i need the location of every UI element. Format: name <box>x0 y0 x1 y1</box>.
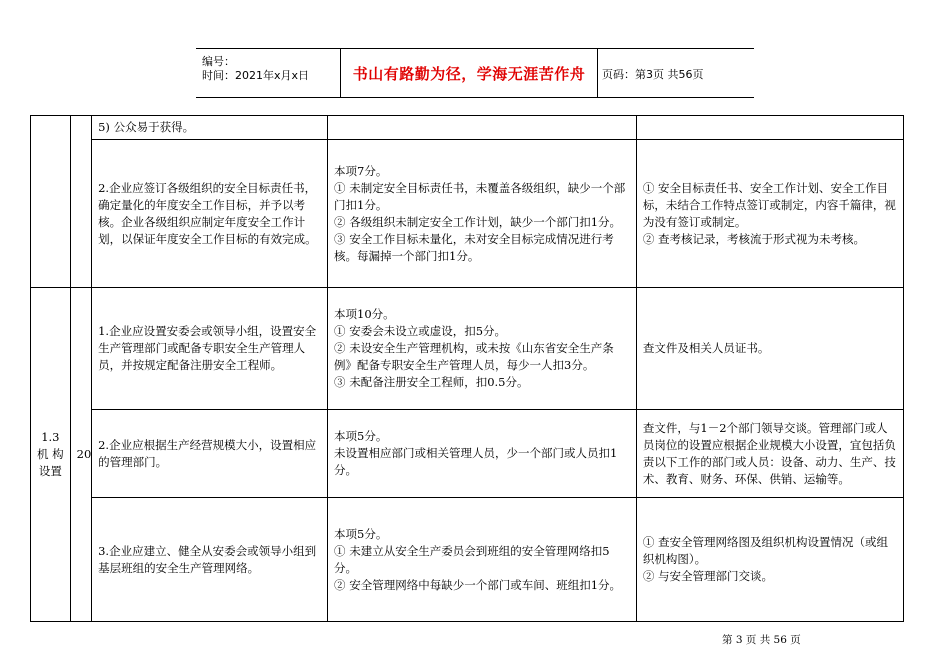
scoring-cell: 本项7分。 ① 未制定安全目标责任书，未覆盖各级组织，缺少一个部门扣1分。 ② 各级组织未制定安全工作计划，缺少一个部门扣1分。 ③ 安全工作目标未量化，未对安全目标完成情况进行考核。每漏掉一个部门扣1分。 <box>328 140 637 288</box>
method-cell: ① 查安全管理网络图及组织机构设置情况（或组织机构图）。 ② 与安全管理部门交谈。 <box>636 498 903 622</box>
method-cell <box>636 116 903 140</box>
table-row <box>31 498 904 622</box>
scoring-cell: 本项5分。 未设置相应部门或相关管理人员，少一个部门或人员扣1分。 <box>328 410 637 498</box>
scoring-cell <box>328 116 637 140</box>
doc-time: 时间：2021年x月x日 <box>202 69 310 82</box>
table-row <box>31 288 904 410</box>
page-footer: 第 3 页 共 56 页 <box>722 634 801 646</box>
table-row <box>31 410 904 498</box>
section-id: 1.3 <box>41 430 60 444</box>
section-cell <box>31 288 71 622</box>
empty-section-cell <box>31 116 71 288</box>
empty-points-cell <box>70 116 91 288</box>
header-left <box>196 49 340 97</box>
motto: 书山有路勤为径，学海无涯苦作舟 <box>340 49 598 97</box>
method-cell: ① 安全目标责任书、安全工作计划、安全工作目标，未结合工作特点签订或制定，内容千篇律，视为没有签订或制定。 ② 查考核记录，考核流于形式视为未考核。 <box>636 140 903 288</box>
section-name: 机 构 设置 <box>37 447 64 478</box>
table-row <box>31 116 904 140</box>
page-header <box>196 48 754 98</box>
assessment-table <box>30 115 904 622</box>
section-points: 20 <box>70 288 91 622</box>
scoring-cell: 本项5分。 ① 未建立从安全生产委员会到班组的安全管理网络扣5分。 ② 安全管理网络中每缺少一个部门或车间、班组扣1分。 <box>328 498 637 622</box>
table-row <box>31 140 904 288</box>
page-indicator: 页码：第3页 共56页 <box>602 68 704 81</box>
requirement-cell: 1.企业应设置安委会或领导小组，设置安全生产管理部门或配备专职安全生产管理人员，并按规定配备注册安全工程师。 <box>92 288 328 410</box>
method-cell: 查文件及相关人员证书。 <box>636 288 903 410</box>
scoring-cell: 本项10分。 ① 安委会未设立或虚设，扣5分。 ② 未设安全生产管理机构，或未按《山东省安全生产条例》配备专职安全生产管理人员，每少一人扣3分。 ③ 未配备注册安全工程师，扣0.5分。 <box>328 288 637 410</box>
doc-number: 编号： <box>202 55 235 68</box>
requirement-cell: 5) 公众易于获得。 <box>92 116 328 140</box>
requirement-cell: 2.企业应签订各级组织的安全目标责任书，确定量化的年度安全工作目标，并予以考核。企业各级组织应制定年度安全工作计划，以保证年度安全工作目标的有效完成。 <box>92 140 328 288</box>
requirement-cell: 2.企业应根据生产经营规模大小，设置相应的管理部门。 <box>92 410 328 498</box>
requirement-cell: 3.企业应建立、健全从安委会或领导小组到基层班组的安全生产管理网络。 <box>92 498 328 622</box>
method-cell: 查文件，与1－2个部门领导交谈。管理部门或人员岗位的设置应根据企业规模大小设置，宜包括负责以下工作的部门或人员：设备、动力、生产、技术、教育、财务、环保、供销、运输等。 <box>636 410 903 498</box>
